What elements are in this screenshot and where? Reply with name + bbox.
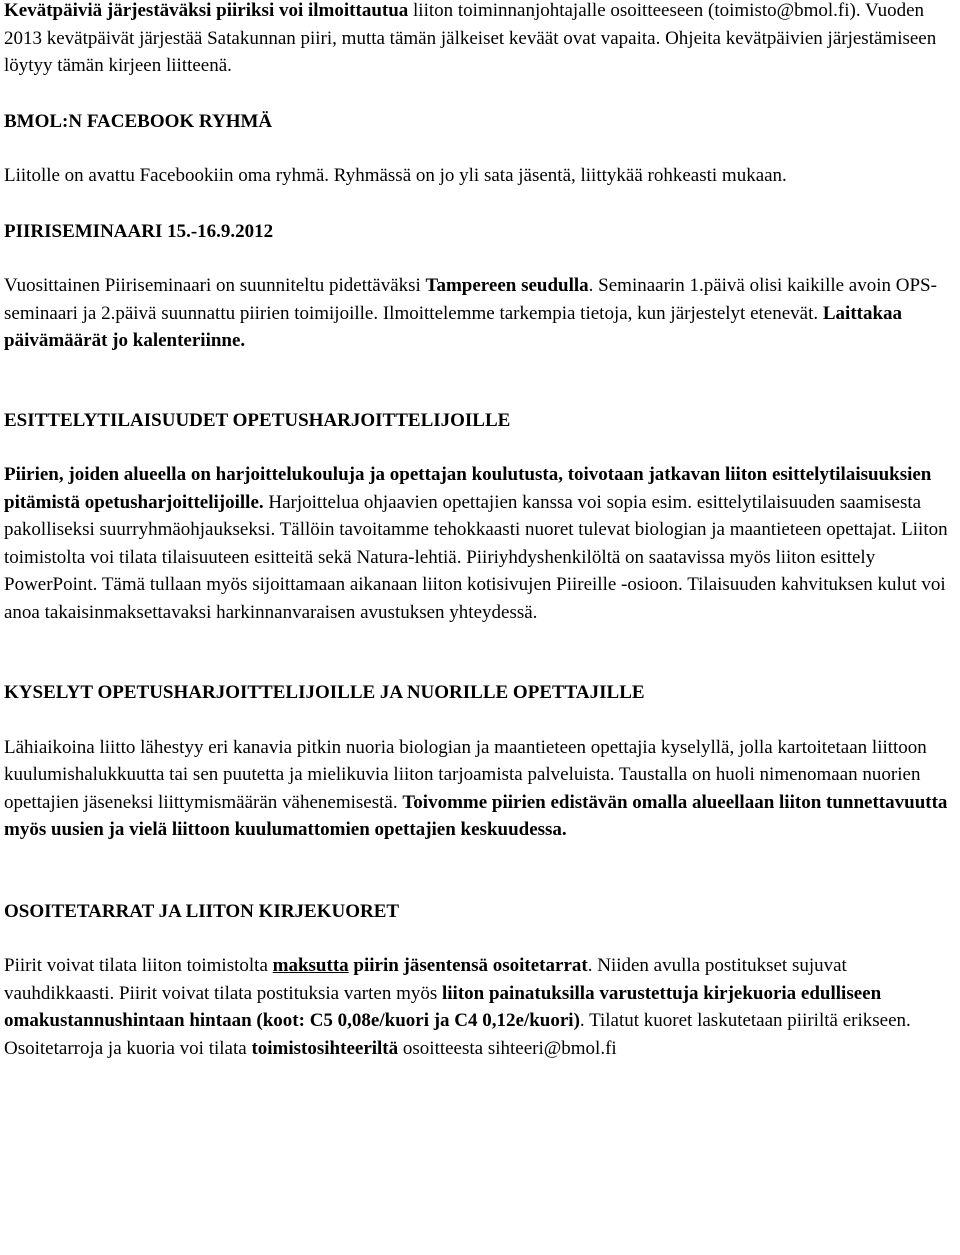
labels-underlined-wrapper [273, 955, 349, 976]
labels-text-4: osoitteesta sihteeri@bmol.fi [398, 1037, 617, 1059]
labels-underlined: maksutta [272, 955, 349, 976]
seminar-bold-2: Laittakaa päivämäärät jo kalenteriinne. [4, 302, 903, 351]
facebook-paragraph [4, 162, 956, 190]
seminar-heading: PIIRISEMINAARI 15.-16.9.2012 [4, 220, 274, 242]
labels-bold-1: piirin jäsentensä osoitetarrat [348, 955, 588, 976]
surveys-bold-1: Toivomme piirien edistävän omalla alueellaan liiton tunnettavuutta myös uusien ja vielä liittoon kuulumattomien opettajien keskuudessa. [4, 791, 948, 840]
labels-text-2: . Niiden avulla postitukset sujuvat vauhdikkaasti. Piirit voivat tilata postituksia varten myös [4, 955, 847, 1004]
facebook-text: Liitolle on avattu Facebookiin oma ryhmä. Ryhmässä on jo yli sata jäsentä, liittykää rohkeasti mukaan. [4, 165, 787, 186]
labels-text-1: Piirit voivat tilata liiton toimistolta [4, 955, 273, 976]
surveys-text-1: Lähiaikoina liitto lähestyy eri kanavia pitkin nuoria biologian ja maantieteen opettajia kyselyllä, jolla kartoitetaan liittoon kuulumishalukkuutta tai sen puutetta ja mielikuvia liiton tarjoamista palveluista. Taustalla on huoli nimenomaan nuorien opettajien jäseneksi liittymismäärän vähenemisestä. [4, 736, 927, 813]
facebook-section [4, 108, 956, 190]
labels-paragraph [4, 952, 956, 1062]
intro-paragraph [4, 0, 956, 80]
seminar-section [4, 218, 956, 355]
document-page [4, 0, 956, 1062]
seminar-text-1: Vuosittainen Piiriseminaari on suunniteltu pidettäväksi [4, 275, 426, 296]
demos-heading: ESITTELYTILAISUUDET OPETUSHARJOITTELIJOILLE [4, 409, 511, 431]
intro-bold: Kevätpäiviä järjestäväksi piiriksi voi ilmoittautua [4, 0, 409, 21]
facebook-heading: BMOL:N FACEBOOK RYHMÄ [4, 110, 273, 132]
demos-text-1: Harjoittelua ohjaavien opettajien kanssa voi sopia esim. esittelytilaisuuden saamisesta pakolliseksi suurryhmäohjaukseksi. Tällöin tavoitamme tehokkaasti nuoret tulevat biologian ja maantieteen opettajat. Liiton toimistolta voi tilata tilaisuuteen esitteitä sekä Natura-lehtiä. Piiriyhdyshenkilöltä on saatavissa myös liiton esittely PowerPoint. Tämä tullaan myös sijoittamaan aikanaan liiton kotisivujen Piireille -osioon. Tilaisuuden kahvituksen kulut voi anoa takaisinmaksettavaksi harkinnanvaraisen avustuksen yhteydessä. [4, 491, 948, 623]
seminar-text-2: . Seminaarin 1.päivä olisi kaikille avoin OPS-seminaari ja 2.päivä suunnattu piirien toimijoille. Ilmoittelemme tarkempia tietoja, kun järjestelyt etenevät. [4, 275, 937, 324]
labels-text-3: . Tilatut kuoret laskutetaan piiriltä erikseen. Osoitetarroja ja kuoria voi tilata [4, 1010, 911, 1059]
labels-section [4, 898, 956, 1063]
demos-bold-1: Piirien, joiden alueella on harjoittelukouluja ja opettajan koulutusta, toivotaan jatkavan liiton esittelytilaisuuksien pitämistä opetusharjoittelijoille. [4, 464, 932, 513]
labels-bold-2: liiton painatuksilla varustettuja kirjekuoria edulliseen omakustannushintaan hintaan (koot: C5 0,08e/kuori ja C4 0,12e/kuori) [4, 982, 882, 1031]
intro-text: liiton toiminnanjohtajalle osoitteeseen (toimisto@bmol.fi). Vuoden 2013 kevätpäivät järjestää Satakunnan piiri, mutta tämän jälkeiset keväät ovat vapaita. Ohjeita kevätpäivien järjestämiseen löytyy tämän kirjeen liitteenä. [4, 0, 937, 76]
demos-section [4, 407, 956, 627]
surveys-section [4, 679, 956, 844]
intro-section [4, 0, 956, 80]
seminar-bold-1: Tampereen seudulla [425, 275, 589, 296]
labels-heading: OSOITETARRAT JA LIITON KIRJEKUORET [4, 900, 400, 922]
surveys-heading: KYSELYT OPETUSHARJOITTELIJOILLE JA NUORILLE OPETTAJILLE [4, 682, 645, 703]
seminar-paragraph [4, 272, 956, 355]
demos-paragraph [4, 461, 956, 626]
surveys-paragraph [4, 734, 956, 844]
labels-bold-3: toimistosihteeriltä [251, 1037, 399, 1059]
